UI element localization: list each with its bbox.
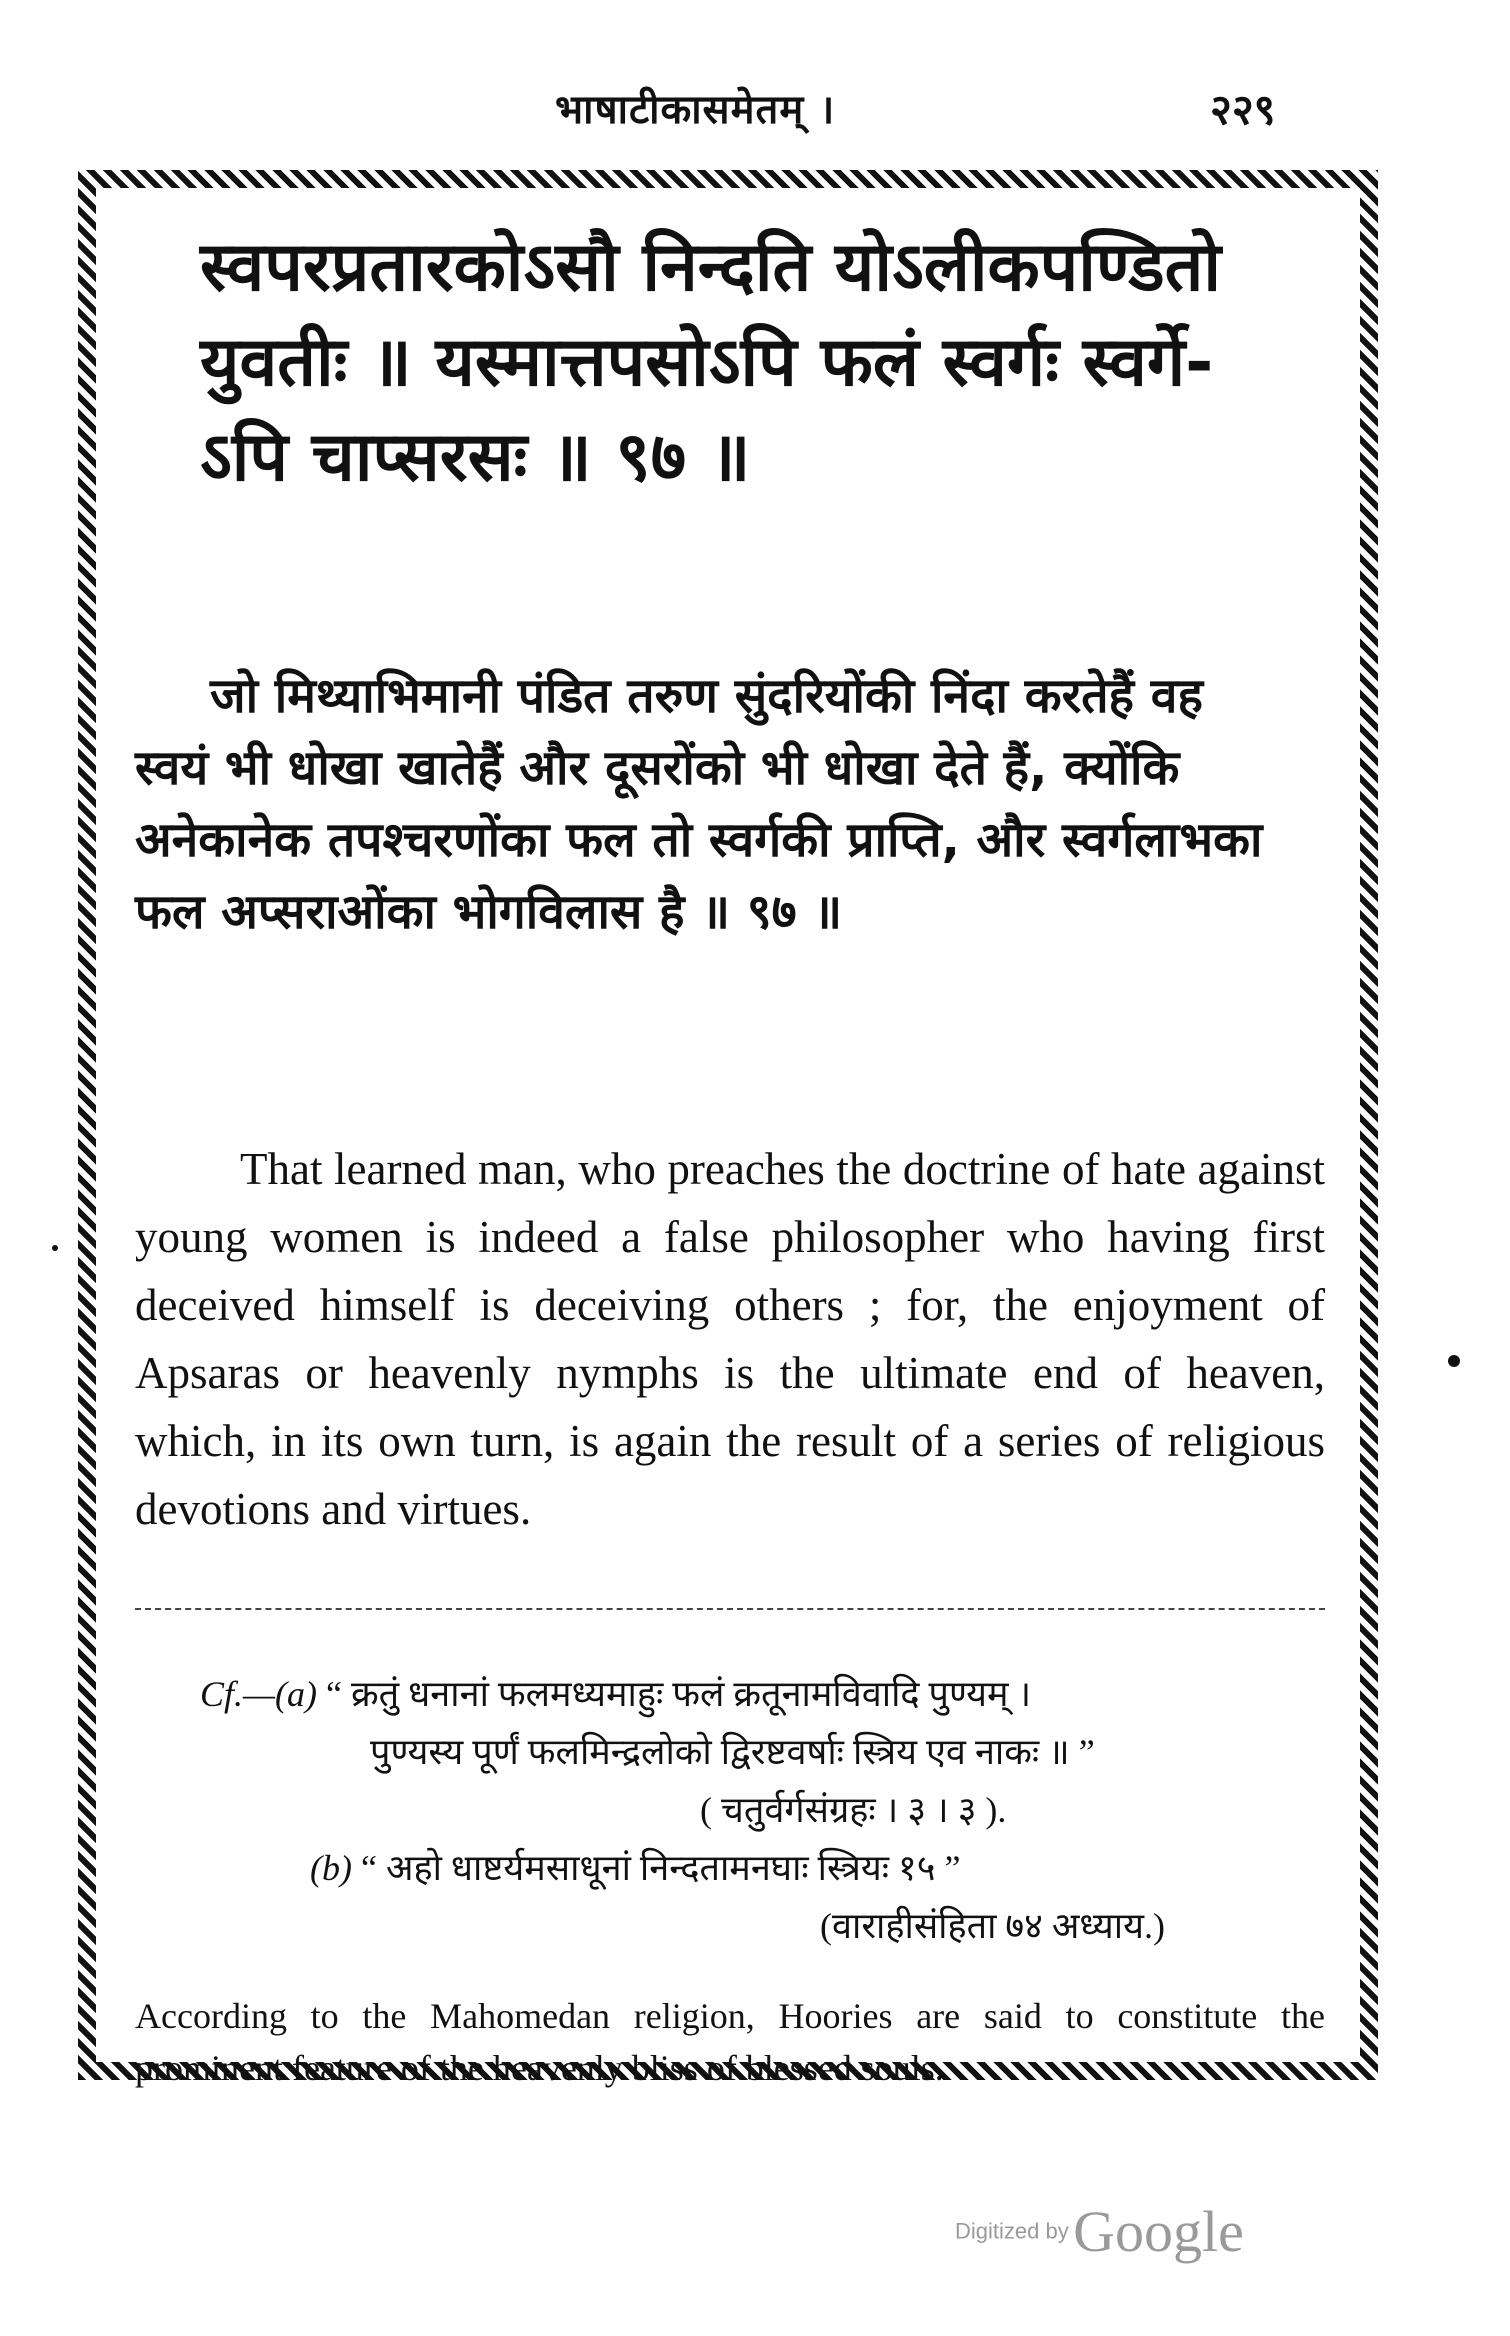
page-number: २२९: [1210, 85, 1276, 134]
hindi-translation: [135, 660, 1325, 948]
hindi-line: फल अप्सराओंका भोगविलास है ॥ ९७ ॥: [135, 884, 843, 940]
footnote-b-line: “ अहो धाष्टर्यमसाधूनां निन्दतामनघाः स्त्रियः १५ ”: [360, 1848, 961, 1888]
digitized-watermark: [955, 2198, 1244, 2265]
footnote-a-line1: “ क्रतुं धनानां फलमध्यमाहुः फलं क्रतूनामविवादि पुण्यम् ।: [326, 1674, 1032, 1714]
footnote-english: According to the Mahomedan religion, Hoories are said to constitute the prominent feature of the heavenly bliss of blessed souls.: [135, 1996, 1325, 2088]
verse-line: युवतीः ॥ यस्मात्तपसोऽपि फलं स्वर्गः स्वर्गे-: [200, 323, 1214, 402]
running-title: भाषाटीकासमेतम् ।: [555, 87, 836, 133]
verse-line: स्वपरप्रतारकोऽसौ निन्दति योऽलीकपण्डितो: [200, 228, 1221, 307]
footnote-a-source: ( चतुर्वर्गसंग्रहः । ३ । ३ ).: [700, 1790, 1007, 1830]
footnote-a-label: Cf.—(a): [200, 1674, 317, 1714]
section-divider: [135, 1608, 1325, 1610]
footnote-a: [200, 1665, 1330, 1723]
hindi-line: जो मिथ्याभिमानी पंडित तरुण सुंदरियोंकी निंदा करतेहैं वह: [210, 668, 1203, 724]
footnote-b-label: (b): [310, 1848, 352, 1888]
hindi-line: स्वयं भी धोखा खातेहैं और दूसरोंको भी धोखा देते हैं, क्योंकि: [135, 740, 1180, 796]
footnote-a-line2: पुण्यस्य पूर्णं फलमिन्द्रलोको द्विरष्टवर्षाः स्त्रिय एव नाकः ॥ ”: [370, 1732, 1095, 1772]
footnote-b-source: (वाराहीसंहिता ७४ अध्याय.): [820, 1906, 1165, 1946]
page-header: [0, 70, 1510, 150]
english-translation: That learned man, who preaches the doctrine of hate against young women is indeed a false philosopher who having first deceived himself is deceiving others ; for, the enjoyment of Apsaras or heavenly nymphs is the ultimate end of heaven, which, in its own turn, is again the result of a series of religious devotions and virtues.: [135, 1144, 1325, 1534]
watermark-brand: Google: [1073, 2199, 1244, 2264]
print-speck: [1448, 1355, 1460, 1367]
footnotes: [200, 1665, 1330, 1955]
hindi-line: अनेकानेक तपश्चरणोंका फल तो स्वर्गकी प्राप्ति, और स्वर्गलाभका: [135, 812, 1263, 868]
footnote-b: [200, 1839, 1330, 1897]
print-speck: [52, 1245, 58, 1251]
watermark-prefix: Digitized by: [955, 2218, 1069, 2244]
sanskrit-verse: [200, 220, 1320, 505]
verse-line: ऽपि चाप्सरसः ॥ ९७ ॥: [200, 418, 751, 497]
